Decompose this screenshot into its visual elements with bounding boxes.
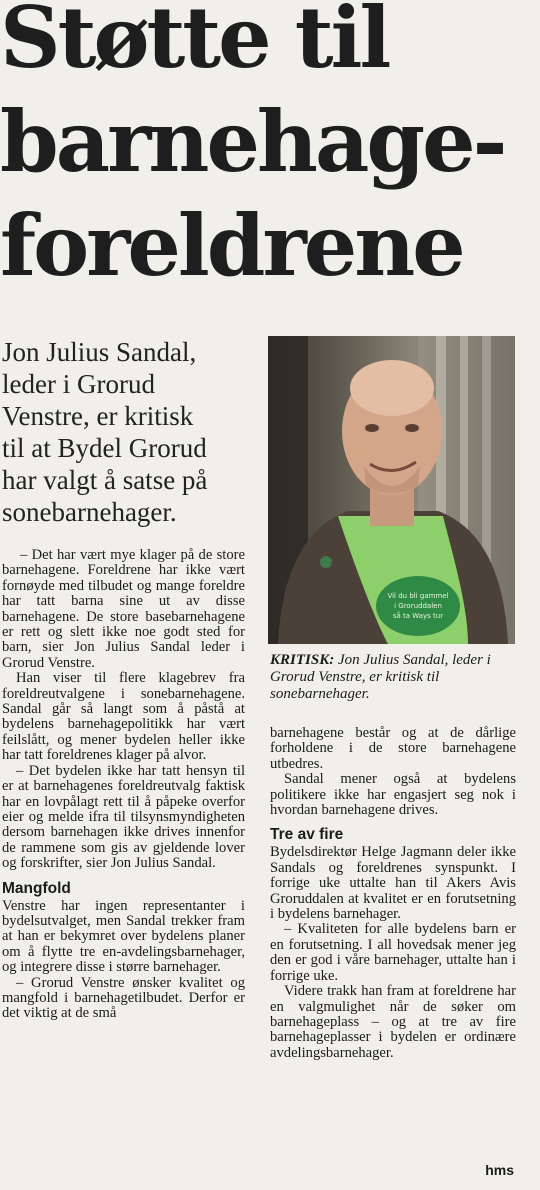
- portrait-illustration: [268, 336, 515, 644]
- paragraph: Bydelsdirektør Helge Jagmann deler ikke Sandals og foreldrenes synspunkt. I forrige uke uttalte han til Akers Avis Groruddalen at kvalitet er en forutsetning i bydelens barnehager.: [270, 844, 516, 923]
- headline-line-3: foreldrene: [0, 196, 463, 295]
- article-column-2: [270, 726, 516, 1061]
- headline: [0, 0, 540, 298]
- subheading-tre-av-fire: Tre av fire: [270, 826, 344, 844]
- paragraph: Venstre har ingen representanter i bydelsutvalget, men Sandal trekker fram at han er bekymret over bydelens planer om å flytte tre en-avdelingsbarnehager, og integrere disse i større barnehager.: [2, 897, 245, 976]
- lead-line-3: Venstre, er kritisk: [2, 401, 194, 431]
- caption-text: Jon Julius Sandal, leder i Grorud Venstre, er kritisk til sonebarnehager.: [270, 652, 491, 702]
- paragraph: – Grorud Venstre ønsker kvalitet og mangfold i barnehagetilbudet. Derfor er det viktig at de små: [2, 974, 245, 1022]
- shirt-text-1: Vil du bli gammel: [387, 592, 449, 600]
- paragraph: barnehagene består og at de dårlige forholdene i de store barnehagene utbedres.: [270, 725, 516, 772]
- paragraph: Sandal mener også at bydelens politikere ikke har engasjert seg nok i hvordan barnehagene drives.: [270, 771, 516, 819]
- photo-caption: [270, 652, 520, 703]
- lead-line-5: har valgt å satse på: [2, 465, 208, 495]
- lead-line-4: til at Bydel Grorud: [2, 433, 207, 463]
- paragraph: – Det bydelen ikke har tatt hensyn til er at barnehagenes foreldreutvalg faktisk har en lovpålagt rett til å påpeke overfor eier og melde ifra til tilsynsmyndigheten dersom barnehagen ikke drives innenfor de rammene som gis av gjeldende lover og forskrifter, sier Jon Julius Sandal.: [2, 762, 245, 872]
- paragraph: – Det har vært mye klager på de store barnehagene. Foreldrene har ikke vært fornøyde med tilbudet og mange foreldre har tatt barna sine ut av disse barnehagene. De store basebarnehagene er rett og slett ikke noe godt sted for barn, sier Jon Julius Sandal leder i Grorud Venstre.: [2, 547, 245, 671]
- lead-paragraph: [2, 336, 264, 528]
- portrait-photo: [268, 336, 515, 644]
- lead-line-1: Jon Julius Sandal,: [2, 337, 197, 367]
- lead-line-6: sonebarnehager.: [2, 497, 177, 527]
- paragraph: – Kvaliteten for alle bydelens barn er en forutsetning. I all hovedsak mener jeg den er god i våre barnehager, uttalte han i forrige uke.: [270, 921, 516, 984]
- lead-line-2: leder i Grorud: [2, 369, 155, 399]
- paragraph: Han viser til flere klagebrev fra foreldreutvalgene i sonebarnehagene. Sandal går så langt som å påstå at bydelens barnehagepolitikk har vært feilslått, og mener bydelen heller ikke har tatt foreldrenes klager på alvor.: [2, 670, 245, 764]
- headline-line-2: barnehage-: [0, 92, 505, 191]
- subheading-mangfold: Mangfold: [2, 879, 71, 897]
- article-column-1: [2, 548, 245, 1022]
- shirt-text-2: i Groruddalen: [394, 602, 442, 610]
- caption-label: KRITISK:: [270, 652, 335, 668]
- headline-line-1: Støtte til: [0, 0, 389, 87]
- author-signature: hms: [485, 1162, 514, 1178]
- shirt-text-3: så ta Ways tur: [392, 612, 444, 620]
- paragraph: Videre trakk han fram at foreldrene har en valgmulighet når de søker om barnehageplass – og at tre av fire barnehageplasser i bydelen er ordinære avdelingsbarnehager.: [270, 983, 516, 1061]
